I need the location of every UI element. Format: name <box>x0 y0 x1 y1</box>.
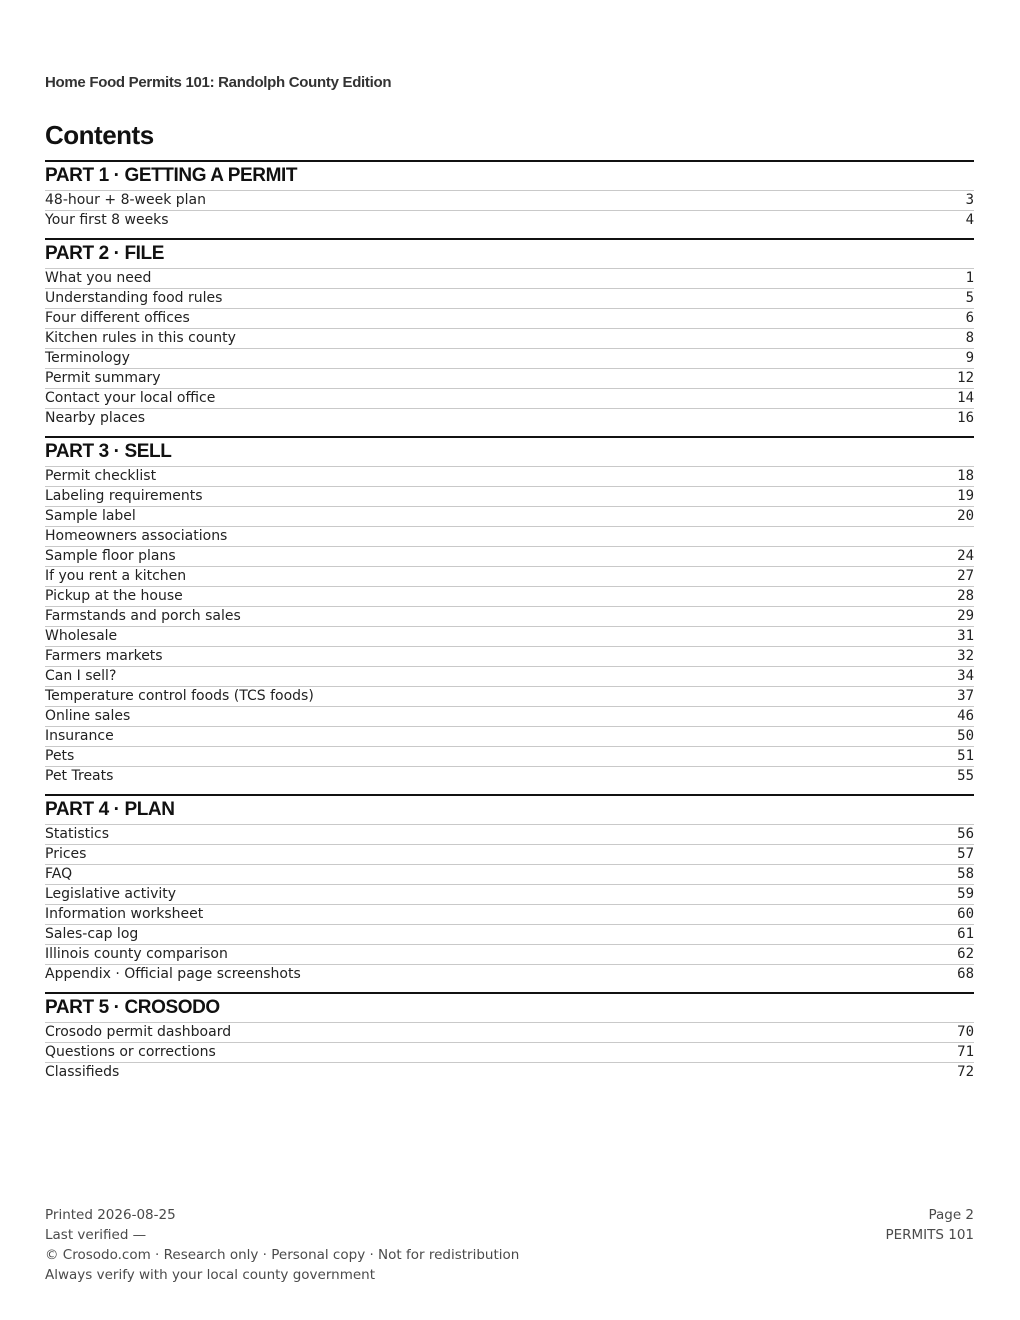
entry-page-number: 31 <box>957 628 974 644</box>
toc-part <box>45 238 974 428</box>
entry-title: 48-hour + 8-week plan <box>45 192 206 208</box>
entry-title: Permit summary <box>45 370 161 386</box>
toc-entry[interactable] <box>45 348 974 368</box>
entry-page-number: 62 <box>957 946 974 962</box>
entry-title: Nearby places <box>45 410 146 426</box>
entry-page-number: 6 <box>965 310 974 326</box>
entry-title: Insurance <box>45 728 114 744</box>
toc-entry[interactable] <box>45 824 974 844</box>
entry-page-number: 70 <box>957 1024 974 1040</box>
entry-page-number: 14 <box>957 390 974 406</box>
entry-page-number: 9 <box>965 350 974 366</box>
toc-entry[interactable] <box>45 368 974 388</box>
toc-entry[interactable] <box>45 586 974 606</box>
entry-page-number: 28 <box>957 588 974 604</box>
entry-page-number: 8 <box>965 330 974 346</box>
entry-title: Information worksheet <box>45 906 204 922</box>
toc-entry[interactable] <box>45 944 974 964</box>
entry-title: Crosodo permit dashboard <box>45 1024 232 1040</box>
entry-page-number: 18 <box>957 468 974 484</box>
entry-title: Permit checklist <box>45 468 157 484</box>
footer-left <box>45 1205 519 1285</box>
entry-page-number: 34 <box>957 668 974 684</box>
entry-title: Temperature control foods (TCS foods) <box>45 688 314 704</box>
entry-title: Sales-cap log <box>45 926 139 942</box>
part-heading: PART 2 · FILE <box>45 243 165 264</box>
toc-entry[interactable] <box>45 210 974 230</box>
entry-page-number: 57 <box>957 846 974 862</box>
toc-entry[interactable] <box>45 686 974 706</box>
entry-page-number: 59 <box>957 886 974 902</box>
toc-entry[interactable] <box>45 546 974 566</box>
entry-title: Labeling requirements <box>45 488 203 504</box>
entry-title: Farmstands and porch sales <box>45 608 241 624</box>
entry-title: Pickup at the house <box>45 588 183 604</box>
entry-title: Pets <box>45 748 75 764</box>
toc-entry[interactable] <box>45 388 974 408</box>
page-number: Page 2 <box>928 1207 974 1223</box>
entry-page-number: 50 <box>957 728 974 744</box>
entry-title: Sample floor plans <box>45 548 176 564</box>
toc-entry[interactable] <box>45 506 974 526</box>
part-heading: PART 3 · SELL <box>45 441 172 462</box>
entry-title: Four different offices <box>45 310 190 326</box>
entry-title: FAQ <box>45 866 73 882</box>
entry-page-number: 19 <box>957 488 974 504</box>
entry-title: Can I sell? <box>45 668 117 684</box>
toc-entry[interactable] <box>45 328 974 348</box>
entry-title: Questions or corrections <box>45 1044 216 1060</box>
toc-entry[interactable] <box>45 190 974 210</box>
entry-page-number: 58 <box>957 866 974 882</box>
entry-page-number: 1 <box>965 270 974 286</box>
toc-entry[interactable] <box>45 646 974 666</box>
entry-title: Statistics <box>45 826 109 842</box>
toc-entry[interactable] <box>45 1022 974 1042</box>
entry-title: Farmers markets <box>45 648 163 664</box>
entry-title: Illinois county comparison <box>45 946 228 962</box>
entry-title: Your first 8 weeks <box>45 212 169 228</box>
document-label: PERMITS 101 <box>885 1227 974 1243</box>
entry-page-number: 51 <box>957 748 974 764</box>
entry-page-number: 37 <box>957 688 974 704</box>
toc-entry[interactable] <box>45 486 974 506</box>
toc-entry[interactable] <box>45 526 974 546</box>
toc-entry[interactable] <box>45 864 974 884</box>
entry-page-number: 61 <box>957 926 974 942</box>
entry-page-number: 4 <box>965 212 974 228</box>
entry-page-number: 24 <box>957 548 974 564</box>
printed-date: Printed 2026-08-25 <box>45 1207 176 1223</box>
toc-entry[interactable] <box>45 746 974 766</box>
toc-entry[interactable] <box>45 1042 974 1062</box>
entry-page-number: 5 <box>965 290 974 306</box>
entry-title: If you rent a kitchen <box>45 568 187 584</box>
toc-entry[interactable] <box>45 884 974 904</box>
entry-title: Appendix · Official page screenshots <box>45 966 301 982</box>
entry-title: Contact your local office <box>45 390 216 406</box>
entry-title: Terminology <box>45 350 130 366</box>
entry-page-number: 16 <box>957 410 974 426</box>
entry-page-number: 71 <box>957 1044 974 1060</box>
entry-page-number: 29 <box>957 608 974 624</box>
entry-page-number: 27 <box>957 568 974 584</box>
entry-title: Classifieds <box>45 1064 120 1080</box>
entry-title: Understanding food rules <box>45 290 223 306</box>
entry-page-number: 46 <box>957 708 974 724</box>
toc-entry[interactable] <box>45 408 974 428</box>
entry-page-number: 72 <box>957 1064 974 1080</box>
toc-entry[interactable] <box>45 666 974 686</box>
entry-title: Wholesale <box>45 628 118 644</box>
part-heading: PART 4 · PLAN <box>45 799 175 820</box>
toc-entry[interactable] <box>45 924 974 944</box>
toc-entry[interactable] <box>45 626 974 646</box>
toc-entry[interactable] <box>45 606 974 626</box>
toc-part <box>45 160 974 230</box>
running-title: Home Food Permits 101: Randolph County Edition <box>45 74 392 91</box>
part-heading: PART 1 · GETTING A PERMIT <box>45 165 298 186</box>
toc-part <box>45 794 974 984</box>
entry-page-number: 32 <box>957 648 974 664</box>
entry-page-number: 68 <box>957 966 974 982</box>
toc-part <box>45 436 974 786</box>
entry-title: Homeowners associations <box>45 528 228 544</box>
entry-title: Prices <box>45 846 87 862</box>
entry-page-number: 12 <box>957 370 974 386</box>
last-verified: Last verified — <box>45 1227 147 1243</box>
footer-right <box>885 1205 974 1245</box>
table-of-contents <box>45 160 974 1090</box>
entry-title: Kitchen rules in this county <box>45 330 236 346</box>
entry-title: What you need <box>45 270 152 286</box>
entry-page-number: 55 <box>957 768 974 784</box>
toc-entry[interactable] <box>45 288 974 308</box>
part-heading: PART 5 · CROSODO <box>45 997 220 1018</box>
toc-entry[interactable] <box>45 466 974 486</box>
toc-entry[interactable] <box>45 308 974 328</box>
toc-entry[interactable] <box>45 706 974 726</box>
toc-entry[interactable] <box>45 964 974 984</box>
toc-entry[interactable] <box>45 844 974 864</box>
entry-title: Pet Treats <box>45 768 114 784</box>
toc-entry[interactable] <box>45 566 974 586</box>
entry-page-number: 56 <box>957 826 974 842</box>
toc-entry[interactable] <box>45 268 974 288</box>
entry-title: Legislative activity <box>45 886 177 902</box>
entry-page-number: 3 <box>965 192 974 208</box>
entry-title: Online sales <box>45 708 131 724</box>
entry-page-number: 20 <box>957 508 974 524</box>
verify-note: Always verify with your local county government <box>45 1267 375 1283</box>
entry-title: Sample label <box>45 508 136 524</box>
toc-entry[interactable] <box>45 904 974 924</box>
copyright-notice: © Crosodo.com · Research only · Personal copy · Not for redistribution <box>45 1247 520 1263</box>
entry-page-number: 60 <box>957 906 974 922</box>
toc-entry[interactable] <box>45 726 974 746</box>
toc-part <box>45 992 974 1082</box>
page-title: Contents <box>45 120 154 150</box>
toc-entry[interactable] <box>45 1062 974 1082</box>
toc-entry[interactable] <box>45 766 974 786</box>
